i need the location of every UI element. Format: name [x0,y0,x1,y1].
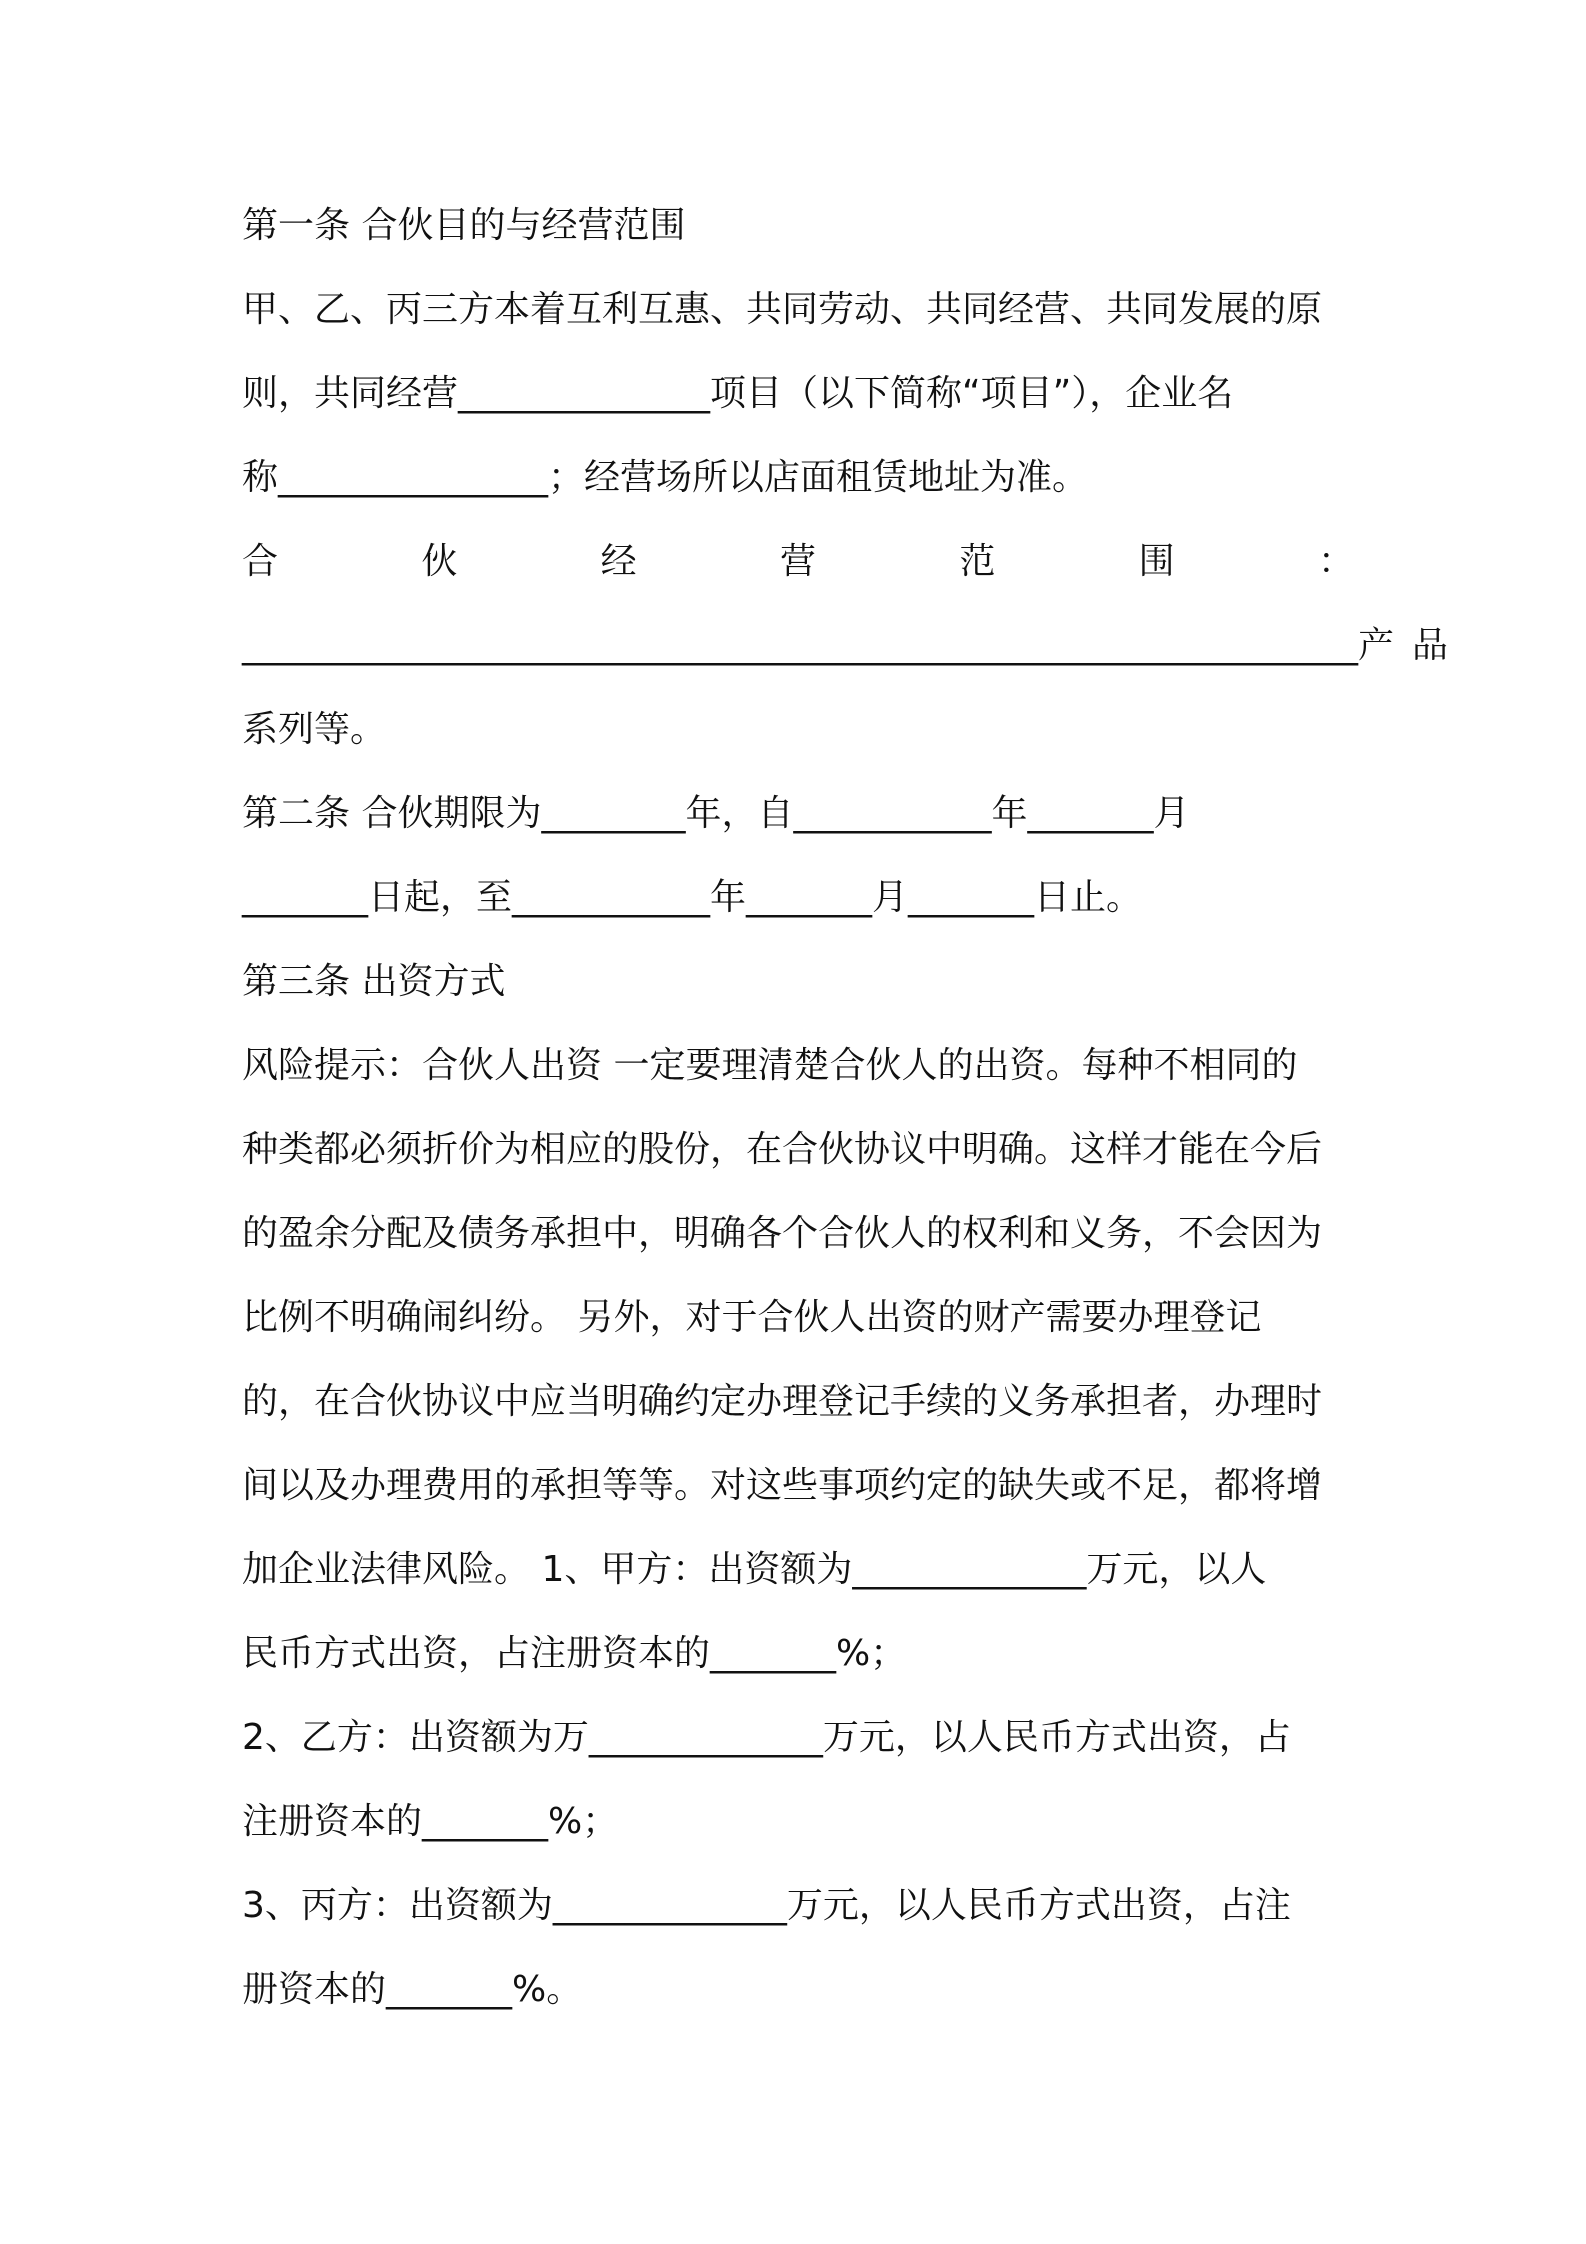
paragraph-line: 民币方式出资，占注册资本的_______%； [242,1633,907,1674]
scope-char: 合 [242,541,279,582]
scope-char: 围 [1138,541,1175,582]
scope-char: 范 [959,541,996,582]
scope-char: 营 [779,541,816,582]
paragraph-line: 间以及办理费用的承担等等。对这些事项约定的缺失或不足，都将增 [242,1465,1323,1506]
paragraph-line: _______日起，至___________年_______月_______日止。 [242,877,1143,918]
paragraph-line: 甲、乙、丙三方本着互利互惠、共同劳动、共同经营、共同发展的原 [242,289,1323,330]
scope-blank-tail: 产品 [1358,625,1467,666]
paragraph-line: 称_______________；经营场所以店面租赁地址为准。 [242,457,1089,498]
article-1-heading: 第一条 合伙目的与经营范围 [242,205,686,246]
scope-char: 经 [600,541,637,582]
paragraph-line: 的，在合伙协议中应当明确约定办理登记手续的义务承担者，办理时 [242,1381,1323,1422]
article-3-heading: 第三条 出资方式 [242,961,506,1002]
risk-notice-line: 风险提示：合伙人出资 一定要理清楚合伙人的出资。每种不相同的 [242,1045,1298,1086]
paragraph-line: 系列等。 [242,709,387,750]
scope-char: ： [1317,541,1354,582]
paragraph-line: 则，共同经营______________项目（以下简称“项目”），企业名 [242,373,1234,414]
paragraph-line: 注册资本的_______%； [242,1801,619,1842]
paragraph-line: 2、乙方：出资额为万_____________万元，以人民币方式出资，占 [242,1717,1291,1758]
scope-blank-rule: ______________________________________________________________ [242,625,1358,666]
business-scope-blank-line [242,616,1467,676]
paragraph-line: 加企业法律风险。 1、甲方：出资额为_____________万元，以人 [242,1549,1267,1590]
article-2-line: 第二条 合伙期限为________年，自___________年_______月 [242,793,1190,834]
paragraph-line: 种类都必须折价为相应的股份，在合伙协议中明确。这样才能在今后 [242,1129,1323,1170]
scope-char: 伙 [421,541,458,582]
paragraph-line: 册资本的_______%。 [242,1969,583,2010]
paragraph-line: 3、丙方：出资额为_____________万元，以人民币方式出资，占注 [242,1885,1291,1926]
paragraph-line: 的盈余分配及债务承担中，明确各个合伙人的权利和义务，不会因为 [242,1213,1323,1254]
paragraph-line: 比例不明确闹纠纷。 另外，对于合伙人出资的财产需要办理登记 [242,1297,1262,1338]
business-scope-label-line [242,532,1354,592]
